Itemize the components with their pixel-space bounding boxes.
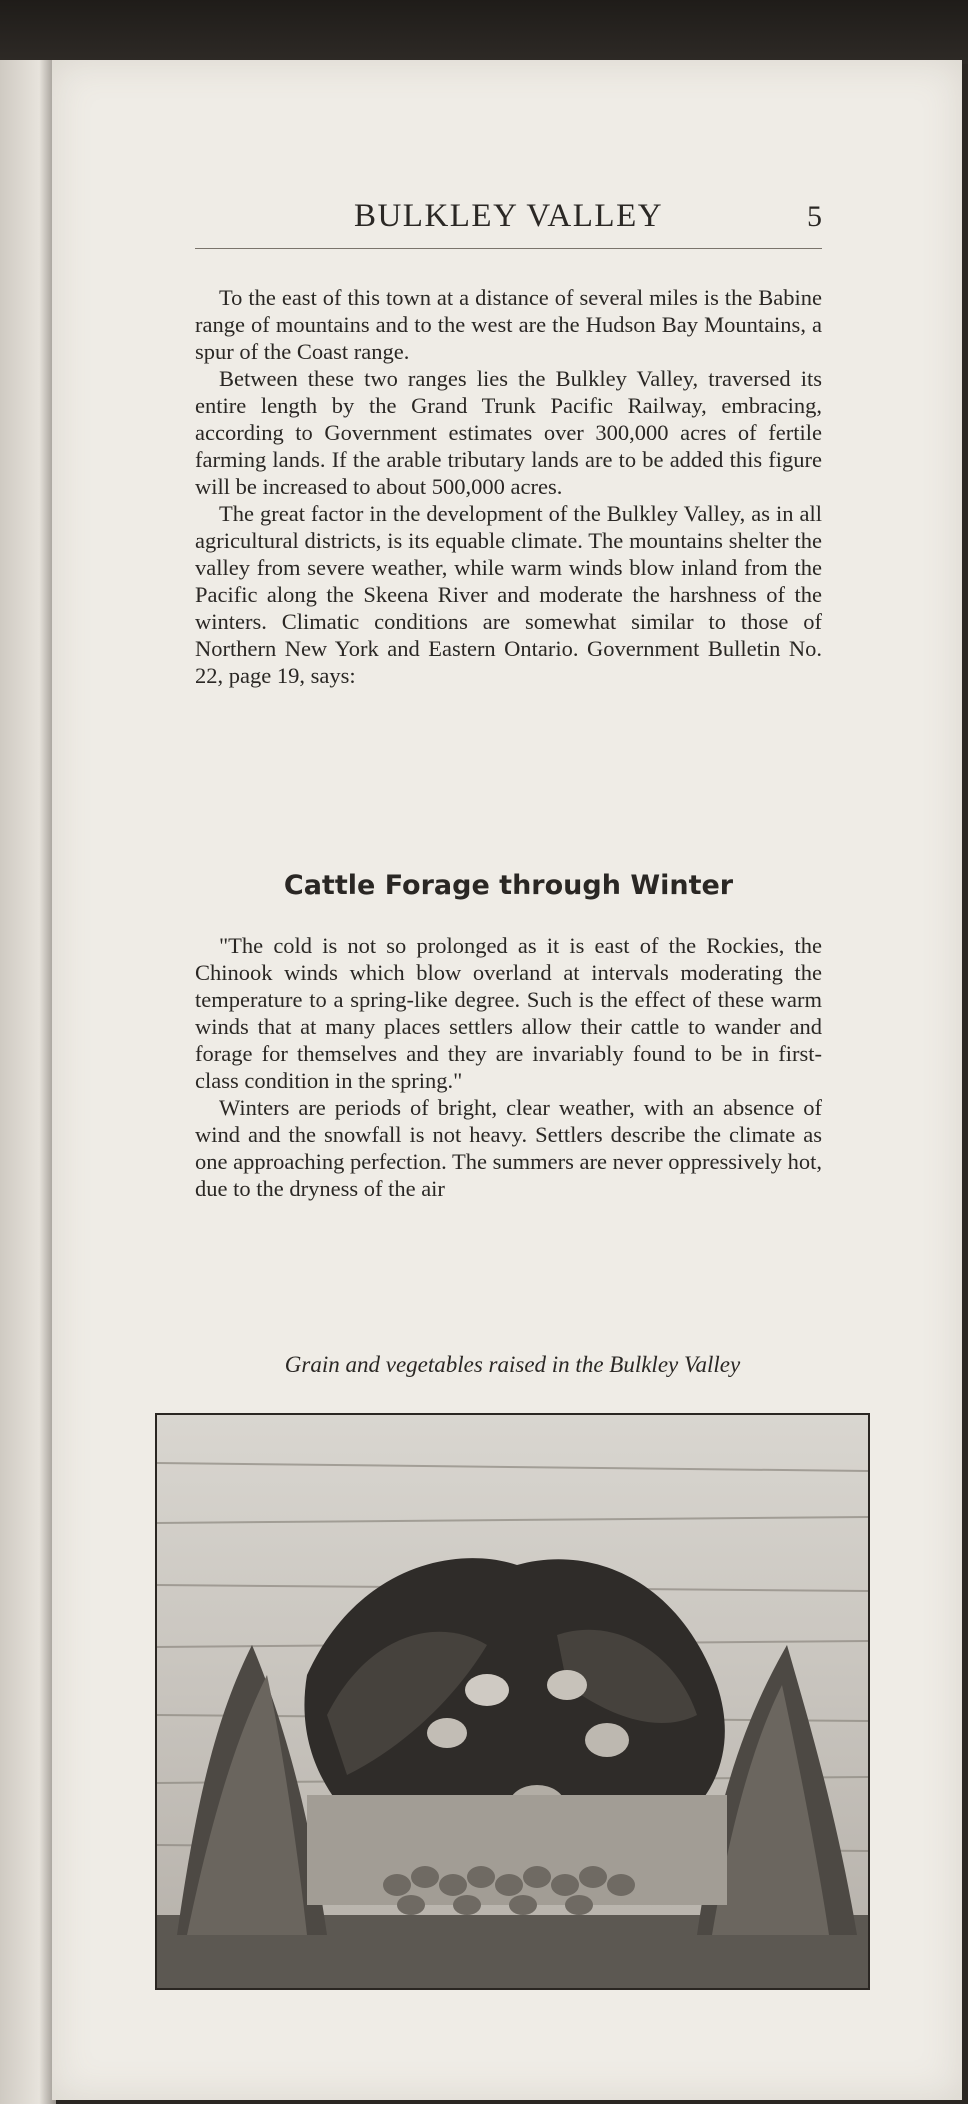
photo-caption: Grain and vegetables raised in the Bulkley Valley	[284, 1352, 741, 1377]
paragraph-3: The great factor in the development of the Bulkley Valley, as in all agricultural districts, is its equable climate. The mountains shelter the valley from severe weather, while warm winds blow inland from the Pacific along the Skeena River and moderate the harshness of the winters. Climatic conditions are somewhat similar to those of Northern New York and Eastern Ontario. Government Bulletin No. 22, page 19, says:	[195, 501, 822, 688]
body-text-bottom	[195, 932, 822, 1202]
produce-photo-illustration	[157, 1415, 868, 1988]
paragraph-5: Winters are periods of bright, clear weather, with an absence of wind and the snowfall is not heavy. Settlers describe the climate as one approaching perfection. The summers are never oppressively hot, due to the dryness of the air	[195, 1095, 822, 1201]
body-text-top	[195, 284, 822, 689]
scan-left-margin	[0, 60, 56, 2104]
quote-paragraph: "The cold is not so prolonged as it is east of the Rockies, the Chinook winds which blow overland at intervals moderating the temperature to a spring-like degree. Such is the effect of these warm winds that at many places settlers allow their cattle to wander and forage for themselves and they are invariably found to be in first-class condition in the spring."	[195, 933, 822, 1093]
scan-top-edge	[0, 0, 968, 64]
paragraph-2: Between these two ranges lies the Bulkley Valley, traversed its entire length by the Grand Trunk Pacific Railway, embracing, according to Government estimates over 300,000 acres of fertile farming lands. If the arable tributary lands are to be added this figure will be increased to about 500,000 acres.	[195, 366, 822, 499]
page-number: 5	[807, 200, 822, 233]
produce-photo	[155, 1413, 870, 1990]
section-heading: Cattle Forage through Winter	[283, 870, 734, 901]
page-header	[195, 198, 822, 249]
paragraph-1: To the east of this town at a distance of several miles is the Babine range of mountains and to the west are the Hudson Bay Mountains, a spur of the Coast range.	[195, 285, 822, 364]
running-title: BULKLEY VALLEY	[353, 198, 664, 234]
